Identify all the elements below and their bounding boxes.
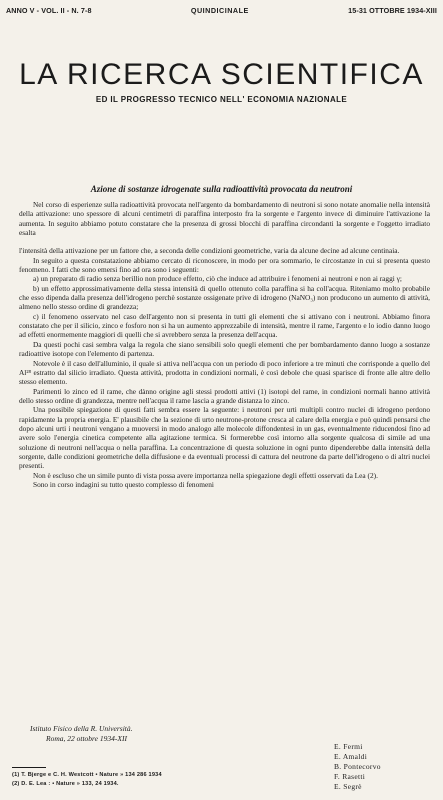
institute-name: Istituto Fisico della R. Università. xyxy=(30,724,133,733)
paragraph: Una possibile spiegazione di questi fatti sembra essere la seguente: i neutroni per urti multipli contro nuclei di idrogeno perdono rapidamente la propria energia. E' plausibile che la sezione di urto neutrone-protone cresca al calare della energia e può quindi pensarsi che dopo alcuni urti i neutroni vengano a muoversi in modo analogo alle molecole diffondentesi in un gas, eventualmente riducendosi fino ad avere solo l'energia cinetica competente alla agitazione termica. Si formerebbe così intorno alla sorgente qualcosa di simile ad una soluzione di neutroni nell'acqua o nella paraffina. La concentrazione di questa soluzione in ogni punto dipenderebbe dalla intensità della sorgente, dalle condizioni geometriche della diffusione e da eventuali processi di cattura del neutrone da parte dell'idrogeno o di altri nuclei presenti. xyxy=(19,405,430,471)
footnote: (2) D. E. Lea : • Nature » 133, 24 1934. xyxy=(12,781,119,787)
paragraph: Non è escluso che un simile punto di vista possa avere importanza nella spiegazione degli effetti osservati da Lea (2). xyxy=(33,470,378,480)
author: E. Segrè xyxy=(334,782,362,791)
author: E. Fermi xyxy=(334,742,363,751)
paragraph: Nel corso di esperienze sulla radioattività provocata nell'argento da bombardamento di neutroni si sono notate anomalie nella intensità della attivazione: uno spessore di alcuni centimetri di paraffina interposto fra la sorgente e l'argento invece di diminuire l'attivazione la aumenta. In seguito abbiamo potuto constatare che la presenza di grossi blocchi di paraffina circondanti la sorgente e l'oggetto irradiato esalta xyxy=(19,200,430,238)
list-item: b) un effetto approssimativamente della stessa intensità di quello ottenuto colla paraffina si ha coll'acqua. Riteniamo molto probabile che esso dipenda dalla presenza dell'idrogeno perchè sostanze ossigenate prive di idrogeno (NaNO₃) non producono un aumento di attività, almeno nello stesso ordine di grandezza; xyxy=(19,283,430,312)
issue-date: 15-31 OTTOBRE 1934-XIII xyxy=(348,5,437,15)
paragraph: l'intensità della attivazione per un fattore che, a seconda delle condizioni geometriche, varia da alcune decine ad alcune centinaia. xyxy=(19,246,400,256)
footnote: (1) T. Bjerge e C. H. Westcott • Nature » 134 286 1934 xyxy=(12,772,162,778)
article-body xyxy=(19,200,430,489)
author: B. Pontecorvo xyxy=(334,762,381,771)
author-list xyxy=(334,742,381,792)
paragraph: Notevole è il caso dell'alluminio, il quale si attiva nell'acqua con un periodo di poco inferiore a tre minuti che corrisponde a quello del Al²⁸ estratto dal silicio irradiato. Questa attività, prodotta in condizioni normali, è così debole che quasi sparisce di fronte alle altre dello stesso elemento. xyxy=(19,358,430,387)
paragraph: Sono in corso indagini su tutto questo complesso di fenomeni xyxy=(33,479,214,489)
place-date: Roma, 22 ottobre 1934-XII xyxy=(46,734,127,743)
author: F. Rasetti xyxy=(334,772,366,781)
paragraph: Parimenti lo zinco ed il rame, che dànno origine agli stessi prodotti attivi (1) isotopi del rame, in condizioni normali hanno attività dello stesso ordine di grandezza, mentre nell'acqua il rame lascia a grande distanza lo zinco. xyxy=(19,386,430,405)
journal-header xyxy=(6,4,437,16)
affiliation xyxy=(30,724,133,744)
paragraph: Da questi pochi casi sembra valga la regola che siano sensibili solo quegli elementi che per bombardamento danno luogo a sostanze radioattive isotope con l'elemento di partenza. xyxy=(19,339,430,359)
article-title: Azione di sostanze idrogenate sulla radioattività provocata da neutroni xyxy=(90,184,353,194)
footnote-divider xyxy=(12,767,46,768)
journal-title: LA RICERCA SCIENTIFICA xyxy=(19,58,424,91)
issue-info: ANNO V - VOL. II - N. 7-8 xyxy=(6,5,92,15)
paragraph: In seguito a questa constatazione abbiamo cercato di riconoscere, in modo per ora sommario, le circostanze in cui si presenta questo fenomeno. I fatti che sono emersi fino ad ora sono i seguenti: xyxy=(19,255,430,275)
author: E. Amaldi xyxy=(334,752,368,761)
journal-subtitle: ED IL PROGRESSO TECNICO NELL' ECONOMIA NAZIONALE xyxy=(95,95,348,104)
list-item: c) il fenomeno osservato nel caso dell'argento non si presenta in tutti gli elementi che si attivano con i neutroni. Abbiamo finora constatato che per il silicio, zinco e fosforo non si ha un aumento apprezzabile di intensità, mentre il rame, l'argento e lo iodio danno luogo ad effetti enormemente maggiori di quelli che si avrebbero senza la presenza dell'acqua. xyxy=(19,311,430,340)
footnotes xyxy=(12,771,162,789)
frequency: QUINDICINALE xyxy=(190,5,249,15)
list-item: a) un preparato di radio senza berillio non produce effetto, ciò che induce ad attribuire i fenomeni ai neutroni e non ai raggi γ; xyxy=(33,274,402,284)
